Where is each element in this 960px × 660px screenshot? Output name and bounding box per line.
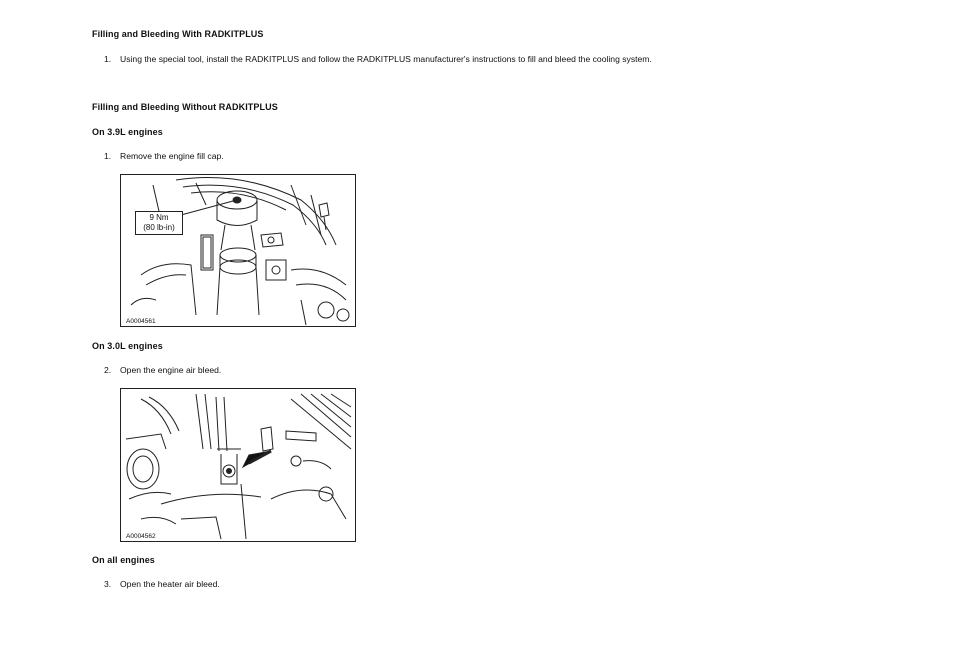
step-text: Open the heater air bleed. — [120, 579, 220, 589]
torque-value-nm: 9 Nm — [149, 213, 169, 222]
subheading-3-9l-engines: On 3.9L engines — [92, 127, 163, 137]
step-number: 2. — [104, 365, 112, 375]
step-text: Using the special tool, install the RADKITPLUS and follow the RADKITPLUS manufacturer's instructions to fill and bleed the cooling system. — [120, 54, 652, 64]
section-heading-with-radkitplus: Filling and Bleeding With RADKITPLUS — [92, 29, 264, 39]
figure-id: A0004561 — [126, 318, 156, 325]
engine-fill-cap-drawing — [121, 175, 355, 326]
torque-value-lb-in: (80 lb-in) — [143, 223, 175, 232]
subheading-all-engines: On all engines — [92, 555, 155, 565]
subheading-3-0l-engines: On 3.0L engines — [92, 341, 163, 351]
figure-id: A0004562 — [126, 533, 156, 540]
torque-callout — [135, 211, 183, 235]
engine-fill-cap-illustration — [120, 174, 356, 327]
step-text: Remove the engine fill cap. — [120, 151, 224, 161]
step-number: 3. — [104, 579, 112, 589]
engine-air-bleed-drawing — [121, 389, 355, 541]
step-text: Open the engine air bleed. — [120, 365, 222, 375]
section-heading-without-radkitplus: Filling and Bleeding Without RADKITPLUS — [92, 102, 278, 112]
step-number: 1. — [104, 151, 112, 161]
engine-air-bleed-illustration — [120, 388, 356, 542]
step-number: 1. — [104, 54, 112, 64]
